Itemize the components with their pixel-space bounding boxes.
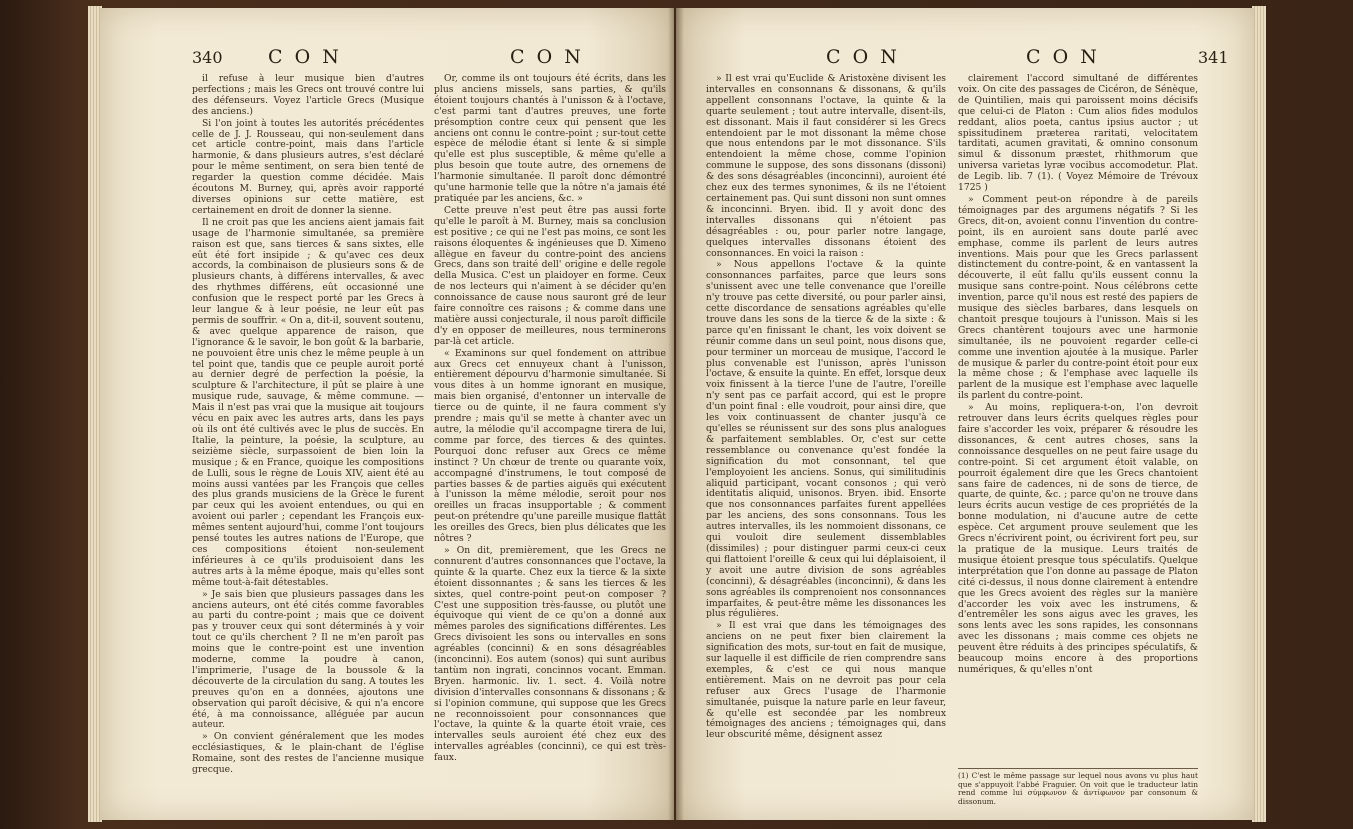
book-gutter: [668, 8, 684, 820]
left-column-2: [434, 74, 666, 765]
paragraph: » On convient généralement que les modes ecclésiastiques, & le plain-chant de l'église Romaine, sont des restes de l'ancienne musique grecque.: [192, 731, 424, 776]
right-column-2: [958, 74, 1198, 677]
paragraph: » Je sais bien que plusieurs passages dans les anciens auteurs, ont été cités comme favorables au parti du contre-point ; mais que ce doivent pas y trouver ceux qui sont déterminés à y voir tout ce qu'ils cherchent ? Il ne m'en paroît pas moins que le contre-point est une invention moderne, comme la poudre à canon, l'imprimerie, l'usage de la boussole & la découverte de la circulation du sang. A toutes les preuves qu'on en a données, ajoutons une observation qui paroît décisive, & qui n'a encore été, à ma connoissance, alléguée par aucun auteur.: [192, 588, 424, 731]
paragraph: » Nous appellons l'octave & la quinte consonnances parfaites, parce que leurs sons s'unissent avec une telle convenance que l'oreille n'y trouve pas cette diversité, ou pour parler ainsi, cette discordance de sensations agréables qu'elle trouve dans les sons de la tierce & de la sixte : & parce qu'en finissant le chant, les voix doivent se réunir comme dans un seul point, nous disons que, pour terminer un morceau de musique, l'accord le plus convenable est l'unisson, après l'unisson l'octave, & ensuite la quinte. En effet, lorsque deux voix finissent à la tierce l'une de l'autre, l'oreille n'y sent pas ce parfait accord, qui est le propre d'un point final : elle voudroit, pour ainsi dire, que les voix continuassent de chanter jusqu'à ce qu'elles se réunissent sur des sons plus analogues & parfaitement semblables. Or, c'est sur cette ressemblance ou convenance qu'est fondée la signification du mot consonnant, tel que l'employoient les anciens. Sonus, qui similitudinis aliquid participant, vocant consonos ; qui verò identitatis aliquid, unisonos. Bryen. ibid. Ensorte que nos consonnances parfaites furent appellées par les anciens, des sons consonnans. Tous les autres intervalles, ils les nommoient dissonans, ce qui vouloit dire seulement dissemblables (dissimiles) ; pour distinguer parmi ceux-ci ceux qui flattoient l'oreille & ceux qui lui déplaisoient, il y avoit une autre division de sons agréables (concinni), & désagréables (inconcinni), & dans les sons agréables ils comprenoient nos consonnances imparfaites, & peut-être même les dissonances les plus régulières.: [706, 259, 946, 620]
footnote: (1) C'est le même passage sur lequel nous avons vu plus haut que s'appuyoit l'abbé Fraguier. On voit que le traducteur latin rend comme lui σύμφωνον & ἀντίφωνον par consonum & dissonum.: [958, 771, 1198, 806]
left-column-1: [192, 74, 424, 777]
paragraph: » On dit, premièrement, que les Grecs ne connurent d'autres consonnances que l'octave, la quinte & la quarte. Chez eux la tierce & la sixte étoient dissonnantes ; & sans les tierces & les sixtes, quel contre-point peut-on composer ? C'est une supposition très-fausse, ou plutôt une équivoque qui vient de ce qu'on a donné aux mêmes paroles des significations différentes. Les Grecs divisoient les sons ou intervalles en sons agréables (concinni) & en sons désagréables (inconcinni). Eos autem (sonos) qui sunt auribus tantùm non ingrati, concinnos vocant. Emman. Bryen. harmonic. liv. 1. sect. 4. Voilà notre division d'intervalles consonnans & dissonans ; & si l'opinion commune, qui suppose que les Grecs ne reconnoissoient pour consonnances que l'octave, la quinte & la quarte étoit vraie, ces intervalles seuls auroient été chez eux des intervalles agréables (concinni), ce qui est très-faux.: [434, 544, 666, 764]
paragraph: Or, comme ils ont toujours été écrits, dans les plus anciens missels, sans parties, & qu'ils étoient toujours chantés à l'unisson & à l'octave, c'est parmi tant d'autres preuves, une forte présomption contre ceux qui pensent que les anciens ont connu le contre-point ; sur-tout cette espèce de mélodie étant si lente & si simple qu'elle est plus susceptible, & même qu'elle a plus besoin que toute autre, des ornemens de l'harmonie simultanée. Il paroît donc démontré qu'une harmonie telle que la nôtre n'a jamais été pratiquée par les anciens, &c. »: [434, 73, 666, 204]
left-page-number: 340: [192, 48, 223, 67]
footnote-rule: [958, 768, 1198, 769]
page-edges-right: [1252, 6, 1266, 822]
paragraph: clairement l'accord simultané de différentes voix. On cite des passages de Cicéron, de Sénèque, de Quintilien, mais qui paroissent moins décisifs que celui-ci de Platon : Cum alios fides modulos reddant, alios poeta, cantus ipsius auctor ; ut spissitudinem præterea raritati, velocitatem tarditati, acumen gravitati, & omnino consonum simul & dissonum præstet, rhithmorum que universa varietas lyræ vocibus accomodetur. Plat. de Legib. lib. 7 (1). ( Voyez Mémoire de Trévoux 1725 ): [958, 73, 1198, 194]
paragraph: il refuse à leur musique bien d'autres perfections ; mais les Grecs ont trouvé contre lui des défenseurs. Voyez l'article Grecs (Musique des anciens.): [192, 73, 424, 117]
paragraph: Si l'on joint à toutes les autorités précédentes celle de J. J. Rousseau, qui non-seulement dans cet article contre-point, mais dans l'article harmonie, & dans plusieurs autres, s'est déclaré pour le même sentiment, on sera bien tenté de regarder la question comme décidée. Mais écoutons M. Burney, qui, après avoir rapporté diverses opinions sur cette matière, est certainement en droit de donner la sienne.: [192, 117, 424, 216]
left-page: [100, 8, 674, 820]
right-page-number: 341: [1198, 48, 1229, 67]
paragraph: » Au moins, repliquera-t-on, l'on devroit retrouver dans leurs écrits quelques règles pour faire s'accorder les voix, préparer & résoudre les dissonances, & cent autres choses, sans la connoissance desquelles on ne peut faire usage du contre-point. Si cet argument étoit valable, on pourroit également dire que les Grecs chantoient sans faire de cadences, ni de sons de tierce, de quarte, de quinte, &c. ; parce qu'on ne trouve dans leurs écrits aucun vestige de ces propriétés de la bonne modulation, ni d'aucune autre de cette espèce. Cet argument prouve seulement que les Grecs n'écrivirent point, ou écrivirent fort peu, sur la pratique de la musique. Leurs traités de musique étoient presque tous spéculatifs. Quelque interprétation que l'on donne au passage de Platon cité ci-dessus, il nous donne clairement à entendre que les Grecs avoient des règles sur la manière d'accorder les voix avec les instrumens, & d'entremêler les sons aigus avec les graves, les sons lents avec les sons rapides, les consonnans avec les dissonans ; mais comme ces objets ne peuvent être réduits à des principes spéculatifs, & beaucoup moins encore à des proportions numériques, & qu'elles n'ont: [958, 402, 1198, 675]
paragraph: » Comment peut-on répondre à de pareils témoignages par des argumens négatifs ? Si les Grecs, dit-on, avoient connu l'invention du contre-point, ils en auroient sans doute parlé avec emphase, comme ils parlent de leurs autres inventions. Mais pour que les Grecs parlassent distinctement du contre-point, & en vantassent la découverte, il eût fallu qu'ils eussent connu la musique sans contre-point. Nous célébrons cette invention, parce qu'il nous est resté des papiers de musique des siècles barbares, dans lesquels on chantoit presque toujours à l'unisson. Mais si les Grecs chantèrent toujours avec une harmonie simultanée, ils ne pouvoient regarder celle-ci comme une invention ajoutée à la musique. Parler de musique & parler du contre-point étoit pour eux la même chose ; & l'emphase avec laquelle ils parlent de la musique est l'emphase avec laquelle ils parlent du contre-point.: [958, 193, 1198, 402]
paragraph: « Examinons sur quel fondement on attribue aux Grecs cet ennuyeux chant à l'unisson, entièrement dépourvu d'harmonie simultanée. Si vous dites à un homme ignorant en musique, mais bien organisé, d'entonner un intervalle de tierce ou de quinte, il ne faura comment s'y prendre ; mais qu'il se mette à chanter avec un autre, la mélodie qu'il accompagne tirera de lui, comme par force, des tierces & des quintes. Pourquoi donc refuser aux Grecs ce même instinct ? Un chœur de trente ou quarante voix, accompagné d'instrumens, le tout composé de parties basses & de parties aiguës qui exécutent à l'unisson la même mélodie, seroit pour nos oreilles un fracas insupportable ; & comment peut-on prétendre qu'une pareille musique flattât les oreilles des Grecs, bien plus délicates que les nôtres ?: [434, 347, 666, 545]
right-header-right: C O N: [1026, 46, 1100, 68]
left-header-left: C O N: [268, 46, 342, 68]
paragraph: Cette preuve n'est peut être pas aussi forte qu'elle le paroît à M. Burney, mais sa conclusion est positive ; ce qui ne l'est pas moins, ce sont les raisons éloquentes & ingénieuses que D. Ximeno allègue en faveur du contre-point des anciens Grecs, dans son traité dell' origine e delle regole della Musica. C'est un plaidoyer en forme. Ceux de nos lecteurs qui n'aiment à se décider qu'en connoissance de cause nous sauront gré de leur faire connoître ces raisons ; & comme dans une matière aussi conjecturale, il nous paroît difficile d'y en opposer de meilleures, nous terminerons par-là cet article.: [434, 204, 666, 347]
right-header-left: C O N: [826, 46, 900, 68]
paragraph: » Il est vrai qu'Euclide & Aristoxène divisent les intervalles en consonnans & dissonans, & qu'ils appellent consonnans l'octave, la quinte & la quarte seulement ; tout autre intervalle, disent-ils, est dissonant. Mais il faut considérer si les Grecs entendoient par le mot dissonant la même chose que nous entendons par le mot dissonance. S'ils entendoient la même chose, comme l'opinion commune le suppose, des sons dissonans (dissoni) & des sons désagréables (inconcinni), auroient été chez eux des termes synonimes, & ils ne l'étoient certainement pas. Qui sunt dissoni non sunt omnes & inconcinni. Bryen. ibid. Il y avoit donc des intervalles dissonans qui n'étoient pas désagréables : ou, pour parler notre langage, quelques intervalles dissonans étoient des consonnances. En voici la raison :: [706, 73, 946, 259]
left-header-right: C O N: [510, 46, 584, 68]
paragraph: » Il est vrai que dans les témoignages des anciens on ne peut fixer bien clairement la signification des mots, sur-tout en fait de musique, sur laquelle il est difficile de rien comprendre sans exemples, & c'est ce qui nous manque entièrement. Mais on ne devroit pas pour cela refuser aux Grecs l'usage de l'harmonie simultanée, puisque la nature parle en leur faveur, & qu'elle est secondée par les nombreux témoignages des anciens ; témoignages qui, dans leur obscurité même, désignent assez: [706, 620, 946, 741]
paragraph: Il ne croit pas que les anciens aient jamais fait usage de l'harmonie simultanée, sa première raison est que, sans tierces & sans sixtes, elle eût été fort insipide ; & qu'avec ces deux accords, la combinaison de plusieurs sons & de plusieurs chants, à différens intervalles, & avec des rhythmes différens, eût occasionné une confusion que le respect porté par les Grecs à leur langue & à leur poésie, ne leur eût pas permis de souffrir. « On a, dit-il, souvent soutenu, & avec quelque apparence de raison, que l'ignorance & le savoir, le bon goût & la barbarie, ne pouvoient être unis chez le même peuple à un tel point que, tandis que ce peuple auroit porté au dernier degré de perfection la poésie, la sculpture & l'architecture, il pût se plaire à une musique rude, sauvage, & même commune. — Mais il n'est pas vrai que la musique ait toujours vécu en paix avec les autres arts, dans les pays où ils ont été cultivés avec le plus de succès. En Italie, la peinture, la poésie, la sculpture, au seizième siècle, surpassoient de bien loin la musique ; & en France, quoique les compositions de Lulli, sous le règne de Louis XIV, aient été au moins aussi vantées par les François que celles des plus grands musiciens de la Grèce le furent par ceux qui les avoient entendues, ou qui en avoient oui parler ; cependant les François eux-mêmes sentent aujourd'hui, comme l'ont toujours pensé toutes les autres nations de l'Europe, que ces compositions étoient non-seulement inférieures à ce qu'ils produisoient dans les autres arts à la même époque, mais qu'elles sont même tout-à-fait détestables.: [192, 216, 424, 588]
right-column-1: [706, 74, 946, 742]
right-page: [676, 8, 1254, 820]
